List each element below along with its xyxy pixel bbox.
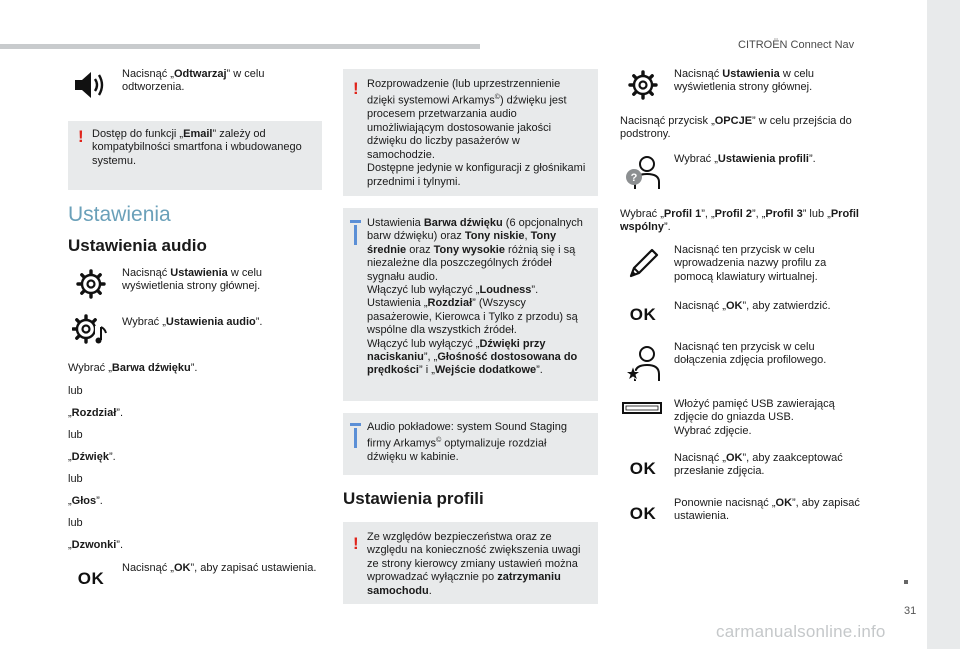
profile-question-icon	[620, 151, 666, 191]
option-dzwiek: „Dźwięk”.	[68, 451, 116, 463]
photo-text: Nacisnąć ten przycisk w celu dołączenia zdjęcia profilowego.	[674, 341, 827, 367]
pencil-icon	[620, 244, 666, 284]
gear-music-icon	[68, 313, 114, 347]
profile-star-icon	[620, 341, 666, 383]
ok-save-row	[620, 497, 865, 531]
play-text: Nacisnąć „Odtwarzaj” w celu odtworzenia.	[122, 68, 265, 94]
warning-icon: !	[353, 534, 359, 553]
warning-icon: !	[353, 79, 359, 98]
profile-settings-row	[620, 151, 865, 191]
speaker-icon	[68, 68, 114, 102]
option-rozdzial: „Rozdział”.	[68, 407, 124, 419]
audio-settings-row	[68, 313, 322, 349]
or-text: lub	[68, 385, 83, 397]
pencil-text: Nacisnąć ten przycisk w celu wprowadzenia nazwy profilu za pomocą klawiatury wirtualnej.	[674, 244, 827, 283]
section-title: Ustawienia	[68, 203, 171, 226]
sound-tone-info-box: Ustawienia Barwa dźwięku (6 opcjonalnych barw dźwięku) oraz Tony niskie, Tony średnie oraz Tony wysokie różnią się i są niezależne dla poszczególnych źródeł sygnału audio. Włączyć lub wyłączyć „Loudness”. Ustawienia „Rozdział” (Wszyscy pasażerowie, Kierowca i Tylko z przodu) są wspólne dla wszystkich źródeł. Włączyć lub wyłączyć „Dźwięki przy naciskaniu”, „Głośność dostosowana do prędkości” i „Wejście dodatkowe”.	[343, 208, 598, 401]
settings-row	[68, 267, 322, 303]
audio-settings-text: Wybrać „Ustawienia audio”.	[122, 316, 263, 328]
warning-icon: !	[78, 127, 84, 146]
info-icon	[354, 428, 357, 448]
arkamys-warning-box: ! Rozprowadzenie (lub uprzestrzennienie dzięki systemowi Arkamys©) dźwięku jest procesem przetwarzania audio umożliwiającym dostosowanie jakości dźwięku do liczby pasażerów w samochodzie. Dostępne jedynie w konfiguracji z głośnikami przednimi i tylnymi.	[343, 69, 598, 196]
gear-icon	[620, 68, 666, 102]
watermark: carmanualsonline.info	[716, 622, 886, 641]
sound-staging-info-box: Audio pokładowe: system Sound Staging firmy Arkamys© optymalizuje rozdział dźwięku w kabinie.	[343, 413, 598, 475]
settings-text: Nacisnąć Ustawienia w celu wyświetlenia strony głównej.	[122, 267, 263, 293]
ok-icon: OK	[629, 459, 657, 478]
pencil-row	[620, 244, 865, 286]
options-text: Nacisnąć przycisk „OPCJE” w celu przejścia do podstrony.	[620, 115, 852, 141]
or-text: lub	[68, 517, 83, 529]
ok-save-text: Ponownie nacisnąć „OK”, aby zapisać ustawienia.	[674, 497, 860, 523]
gear-icon	[68, 267, 114, 301]
usb-icon	[620, 398, 664, 418]
page-header: CITROËN Connect Nav	[738, 39, 855, 51]
profile-settings-text: Wybrać „Ustawienia profili”.	[674, 153, 816, 165]
choose-profile-text: Wybrać „Profil 1”, „Profil 2”, „Profil 3” lub „Profil wspólny”.	[620, 208, 859, 234]
ok-accept-row	[620, 452, 865, 486]
ok-icon: OK	[629, 504, 657, 523]
top-rule	[0, 44, 480, 49]
audio-settings-title: Ustawienia audio	[68, 236, 207, 255]
or-text: lub	[68, 473, 83, 485]
or-text: lub	[68, 429, 83, 441]
svg-text:?: ?	[630, 172, 638, 184]
safety-warning-box: ! Ze względów bezpieczeństwa oraz ze względu na konieczność zwiększenia uwagi ze strony kierowcy zmiany ustawień można wprowadzać wyłącznie po zatrzymaniu samochodu.	[343, 522, 598, 604]
continued-marker	[904, 580, 908, 584]
usb-row	[620, 398, 865, 442]
ok-text: Nacisnąć „OK”, aby zapisać ustawienia.	[122, 562, 317, 574]
usb-text: Włożyć pamięć USB zawierającą zdjęcie do gniazda USB. Wybrać zdjęcie.	[674, 398, 835, 437]
ok-icon: OK	[629, 305, 657, 324]
photo-row	[620, 341, 865, 383]
info-icon	[354, 225, 357, 245]
choose-sound: Wybrać „Barwa dźwięku”.	[68, 362, 198, 374]
ok-icon: OK	[77, 569, 105, 588]
settings-text: Nacisnąć Ustawienia w celu wyświetlenia strony głównej.	[674, 68, 815, 94]
ok-accept-text: Nacisnąć „OK”, aby zaakceptować przesłanie zdjęcia.	[674, 452, 843, 478]
option-glos: „Głos”.	[68, 495, 103, 507]
ok-row	[68, 562, 322, 596]
play-row	[68, 68, 322, 108]
settings-row	[620, 68, 865, 104]
page-number: 31	[904, 605, 917, 617]
profile-settings-title: Ustawienia profili	[343, 489, 484, 508]
side-tab	[927, 0, 960, 649]
email-warning-box: ! Dostęp do funkcji „Email” zależy od kompatybilności smartfona i wbudowanego systemu.	[68, 121, 322, 190]
ok-confirm-row	[620, 300, 865, 330]
option-dzwonki: „Dzwonki”.	[68, 539, 124, 551]
ok-confirm-text: Nacisnąć „OK”, aby zatwierdzić.	[674, 300, 831, 312]
